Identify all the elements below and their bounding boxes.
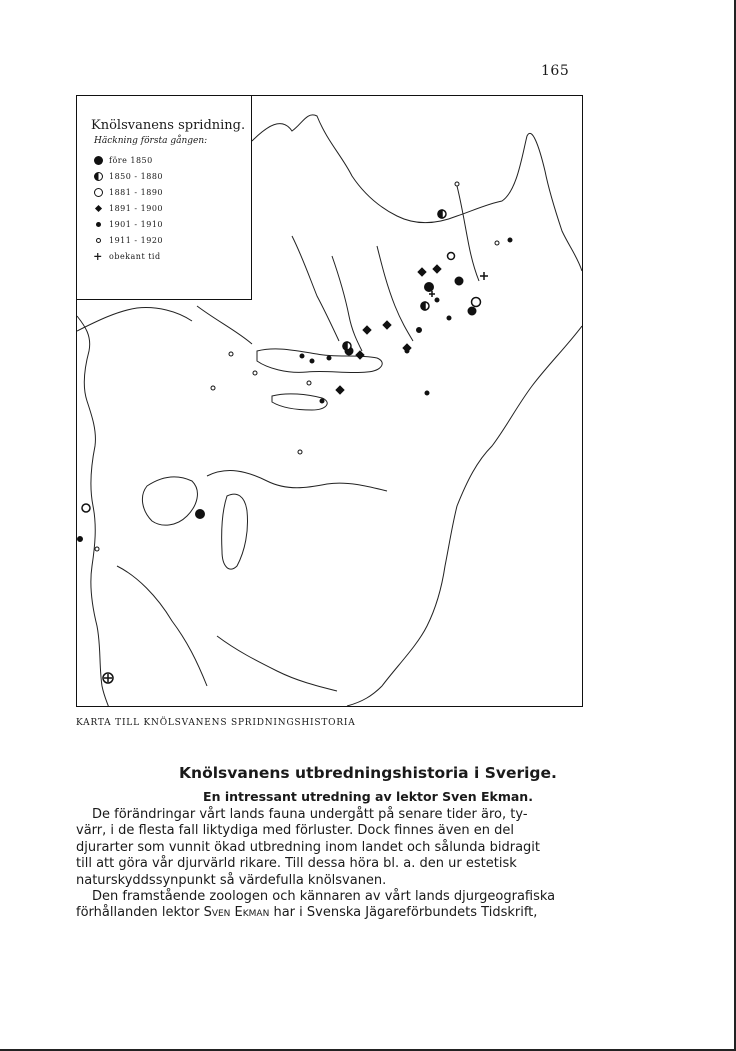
legend-row: [91, 152, 251, 168]
legend-label: 1881 - 1890: [109, 187, 164, 197]
small-open-circle-icon: [91, 238, 105, 243]
distribution-map: [76, 95, 583, 707]
lake-hjalmaren: [272, 394, 327, 410]
marker-1911: [253, 371, 257, 375]
marker-1911: [95, 547, 99, 551]
lake-vattern: [222, 494, 248, 569]
marker-1891: [433, 265, 441, 273]
marker-1850: [343, 210, 446, 350]
river-7: [457, 186, 479, 281]
text-line: djurarter som vunnit ökad utbredning inom landet och sålunda bidragit: [76, 839, 541, 855]
province-line: [207, 471, 387, 491]
open-circle-icon: [91, 188, 105, 197]
text-line: Den framstående zoologen och kännaren av vårt lands djurgeografiska: [92, 889, 556, 905]
legend-row: [91, 168, 251, 184]
legend-label: obekant tid: [109, 251, 161, 261]
paragraph-2: [76, 889, 584, 922]
legend-label: 1901 - 1910: [109, 219, 164, 229]
river-5: [117, 566, 207, 686]
coastline-west: [77, 316, 109, 707]
marker-1911: [307, 381, 311, 385]
marker-1901: [447, 316, 451, 320]
text-fragment: har i Svenska Jägareförbundets Tidskrift,: [273, 905, 538, 921]
marker-1891: [336, 386, 344, 394]
legend-label: 1891 - 1900: [109, 203, 164, 213]
marker-1901: [320, 399, 324, 403]
marker-1891: [356, 351, 364, 359]
legend-row: [91, 248, 251, 264]
legend-row: [91, 184, 251, 200]
lake-malaren: [257, 349, 382, 373]
marker-1901: [300, 354, 304, 358]
plus-icon: +: [93, 249, 103, 263]
river-3: [377, 246, 413, 341]
paragraph-1: [76, 807, 584, 889]
marker-1901: [310, 359, 314, 363]
marker-1901: [327, 356, 331, 360]
legend-title: Knölsvanens spridning.: [91, 118, 246, 133]
legend-row: [91, 216, 251, 232]
legend-row: [91, 200, 251, 216]
article-title: Knölsvanens utbredningshistoria i Sverige.: [179, 764, 557, 782]
legend-label: 1850 - 1880: [109, 171, 164, 181]
marker-1901: [508, 238, 512, 242]
small-dot-icon: [91, 222, 105, 227]
marker-pre1850: [468, 307, 476, 315]
article-body: [76, 807, 584, 922]
lake-vanern: [142, 477, 197, 525]
filled-circle-icon: [91, 156, 105, 165]
coastline-east-lower: [347, 326, 582, 706]
marker-unknown: [104, 272, 488, 682]
legend-subtitle: Häckning första gången:: [94, 136, 208, 146]
border-north: [77, 308, 192, 331]
marker-1891: [383, 321, 391, 329]
text-line: värr, i de flesta fall liktydiga med förluster. Dock finnes även en del: [76, 823, 514, 839]
half-filled-circle-icon: [91, 172, 105, 181]
marker-1911: [495, 241, 499, 245]
marker-pre1850: [196, 510, 205, 519]
marker-1901: [425, 391, 429, 395]
river-4: [197, 306, 252, 344]
diamond-icon: [91, 206, 105, 211]
text-fragment: förhållanden lektor: [76, 905, 200, 921]
coastline: [252, 115, 582, 271]
article-subtitle: En intressant utredning av lektor Sven Ekman.: [203, 789, 533, 804]
marker-1881: [448, 253, 455, 260]
marker-1911: [298, 450, 302, 454]
marker-1891: [363, 326, 371, 334]
text-line: till att göra vår djurvärld rikare. Till dessa höra bl. a. den ur estetisk: [76, 856, 517, 872]
marker-1891: [418, 268, 426, 276]
marker-1891: [403, 344, 411, 352]
text-line: De förändringar vårt lands fauna undergått på senare tider äro, ty-: [92, 807, 528, 822]
marker-1911: [229, 352, 233, 356]
marker-pre1850: [425, 283, 434, 292]
text-line: [76, 905, 584, 921]
author-name: Sven Ekman: [203, 905, 270, 921]
text-line: naturskyddssynpunkt så värdefulla knölsvanen.: [76, 872, 387, 888]
marker-1911: [211, 386, 215, 390]
map-legend: [77, 96, 252, 300]
marker-pre1850: [455, 277, 463, 285]
river-1: [292, 236, 339, 341]
marker-1901: [417, 328, 422, 333]
legend-label: 1911 - 1920: [109, 235, 164, 245]
marker-1881: [82, 504, 90, 512]
legend-label: före 1850: [109, 155, 153, 165]
marker-1901: [78, 537, 83, 542]
marker-1911: [455, 182, 459, 186]
map-caption: KARTA TILL KNÖLSVANENS SPRIDNINGSHISTORIA: [76, 718, 356, 728]
page-number: 165: [541, 63, 570, 79]
marker-1901: [435, 298, 439, 302]
river-6: [217, 636, 337, 691]
marker-1881: [472, 298, 481, 307]
legend-row: [91, 232, 251, 248]
